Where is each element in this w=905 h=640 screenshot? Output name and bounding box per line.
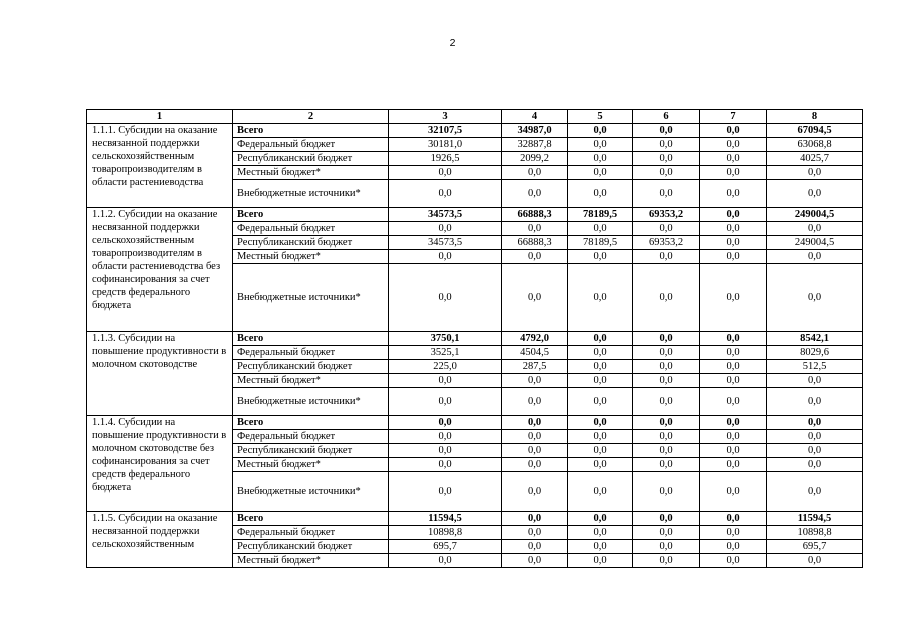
year-value-cell: 287,5 — [502, 360, 568, 374]
year-value-cell: 0,0 — [568, 166, 633, 180]
year-value-cell: 0,0 — [633, 152, 700, 166]
year-value-cell: 0,0 — [700, 472, 767, 512]
year-value-cell: 0,0 — [389, 166, 502, 180]
measure-description: 1.1.2. Субсидии на оказание несвязанной поддержки сельскохозяйственным товаропроизводителям в области растениеводства без софинансирования за счет средств федерального бюджета — [87, 208, 233, 332]
total-value-cell: 63068,8 — [767, 138, 863, 152]
total-value-cell: 8029,6 — [767, 346, 863, 360]
year-value-cell: 0,0 — [568, 332, 633, 346]
funding-source: Внебюджетные источники* — [233, 264, 389, 332]
year-value-cell: 0,0 — [502, 526, 568, 540]
header-row — [87, 110, 863, 124]
year-value-cell: 78189,5 — [568, 236, 633, 250]
measure-description: 1.1.3. Субсидии на повышение продуктивности в молочном скотоводстве — [87, 332, 233, 416]
year-value-cell: 0,0 — [700, 236, 767, 250]
year-value-cell: 0,0 — [568, 458, 633, 472]
year-value-cell: 0,0 — [502, 540, 568, 554]
budget-table — [86, 109, 863, 568]
year-value-cell: 0,0 — [568, 374, 633, 388]
header-cell: 7 — [700, 110, 767, 124]
year-value-cell: 0,0 — [633, 124, 700, 138]
funding-source: Республиканский бюджет — [233, 360, 389, 374]
funding-source: Всего — [233, 124, 389, 138]
year-value-cell: 2099,2 — [502, 152, 568, 166]
year-value-cell: 30181,0 — [389, 138, 502, 152]
year-value-cell: 0,0 — [502, 166, 568, 180]
year-value-cell: 10898,8 — [389, 526, 502, 540]
year-value-cell: 1926,5 — [389, 152, 502, 166]
year-value-cell: 0,0 — [700, 430, 767, 444]
total-value-cell: 11594,5 — [767, 512, 863, 526]
year-value-cell: 0,0 — [700, 416, 767, 430]
measure-description: 1.1.4. Субсидии на повышение продуктивности в молочном скотоводстве без софинансирования за счет средств федерального бюджета — [87, 416, 233, 512]
header-cell: 1 — [87, 110, 233, 124]
total-value-cell: 0,0 — [767, 472, 863, 512]
year-value-cell: 0,0 — [700, 152, 767, 166]
funding-source: Всего — [233, 332, 389, 346]
year-value-cell: 0,0 — [568, 444, 633, 458]
year-value-cell: 0,0 — [633, 222, 700, 236]
year-value-cell: 0,0 — [633, 416, 700, 430]
year-value-cell: 0,0 — [502, 222, 568, 236]
funding-source: Всего — [233, 512, 389, 526]
header-cell: 2 — [233, 110, 389, 124]
year-value-cell: 0,0 — [568, 388, 633, 416]
year-value-cell: 0,0 — [502, 458, 568, 472]
year-value-cell: 0,0 — [568, 180, 633, 208]
funding-source: Внебюджетные источники* — [233, 472, 389, 512]
total-value-cell: 0,0 — [767, 374, 863, 388]
total-value-cell: 10898,8 — [767, 526, 863, 540]
year-value-cell: 695,7 — [389, 540, 502, 554]
table-row — [87, 332, 863, 346]
total-value-cell: 0,0 — [767, 430, 863, 444]
year-value-cell: 0,0 — [700, 360, 767, 374]
year-value-cell: 0,0 — [568, 472, 633, 512]
year-value-cell: 0,0 — [568, 250, 633, 264]
year-value-cell: 34573,5 — [389, 208, 502, 222]
funding-source: Местный бюджет* — [233, 250, 389, 264]
year-value-cell: 0,0 — [633, 138, 700, 152]
year-value-cell: 0,0 — [700, 138, 767, 152]
year-value-cell: 0,0 — [700, 166, 767, 180]
year-value-cell: 0,0 — [389, 222, 502, 236]
year-value-cell: 0,0 — [389, 554, 502, 568]
funding-source: Местный бюджет* — [233, 166, 389, 180]
year-value-cell: 0,0 — [700, 540, 767, 554]
year-value-cell: 0,0 — [568, 540, 633, 554]
year-value-cell: 0,0 — [700, 124, 767, 138]
year-value-cell: 0,0 — [502, 472, 568, 512]
year-value-cell: 0,0 — [633, 332, 700, 346]
year-value-cell: 0,0 — [502, 374, 568, 388]
total-value-cell: 0,0 — [767, 166, 863, 180]
year-value-cell: 3525,1 — [389, 346, 502, 360]
table-body — [87, 110, 863, 568]
year-value-cell: 0,0 — [502, 180, 568, 208]
year-value-cell: 34573,5 — [389, 236, 502, 250]
year-value-cell: 0,0 — [568, 124, 633, 138]
year-value-cell: 0,0 — [568, 554, 633, 568]
table-row — [87, 512, 863, 526]
funding-source: Внебюджетные источники* — [233, 180, 389, 208]
year-value-cell: 0,0 — [633, 472, 700, 512]
year-value-cell: 0,0 — [700, 180, 767, 208]
year-value-cell: 0,0 — [389, 180, 502, 208]
header-cell: 4 — [502, 110, 568, 124]
page-number: 2 — [449, 37, 456, 49]
header-cell: 8 — [767, 110, 863, 124]
measure-description: 1.1.5. Субсидии на оказание несвязанной поддержки сельскохозяйственным — [87, 512, 233, 568]
total-value-cell: 0,0 — [767, 180, 863, 208]
header-cell: 6 — [633, 110, 700, 124]
year-value-cell: 0,0 — [633, 346, 700, 360]
year-value-cell: 0,0 — [389, 416, 502, 430]
total-value-cell: 249004,5 — [767, 208, 863, 222]
year-value-cell: 0,0 — [700, 222, 767, 236]
year-value-cell: 0,0 — [700, 250, 767, 264]
year-value-cell: 0,0 — [502, 388, 568, 416]
year-value-cell: 0,0 — [568, 222, 633, 236]
table-row — [87, 416, 863, 430]
year-value-cell: 0,0 — [568, 430, 633, 444]
total-value-cell: 4025,7 — [767, 152, 863, 166]
year-value-cell: 0,0 — [568, 152, 633, 166]
year-value-cell: 0,0 — [700, 388, 767, 416]
year-value-cell: 0,0 — [502, 416, 568, 430]
year-value-cell: 0,0 — [633, 554, 700, 568]
year-value-cell: 0,0 — [633, 166, 700, 180]
year-value-cell: 0,0 — [389, 444, 502, 458]
year-value-cell: 0,0 — [700, 526, 767, 540]
measure-description: 1.1.1. Субсидии на оказание несвязанной поддержки сельскохозяйственным товаропроизводителям в области растениеводства — [87, 124, 233, 208]
year-value-cell: 0,0 — [389, 250, 502, 264]
total-value-cell: 0,0 — [767, 388, 863, 416]
total-value-cell: 0,0 — [767, 444, 863, 458]
funding-source: Республиканский бюджет — [233, 236, 389, 250]
year-value-cell: 32107,5 — [389, 124, 502, 138]
year-value-cell: 0,0 — [633, 444, 700, 458]
year-value-cell: 0,0 — [502, 264, 568, 332]
year-value-cell: 0,0 — [568, 416, 633, 430]
year-value-cell: 0,0 — [633, 540, 700, 554]
year-value-cell: 225,0 — [389, 360, 502, 374]
total-value-cell: 0,0 — [767, 222, 863, 236]
total-value-cell: 0,0 — [767, 416, 863, 430]
year-value-cell: 0,0 — [700, 444, 767, 458]
year-value-cell: 0,0 — [389, 472, 502, 512]
year-value-cell: 0,0 — [633, 374, 700, 388]
funding-source: Всего — [233, 416, 389, 430]
funding-source: Всего — [233, 208, 389, 222]
total-value-cell: 8542,1 — [767, 332, 863, 346]
table-row — [87, 208, 863, 222]
year-value-cell: 0,0 — [700, 512, 767, 526]
total-value-cell: 67094,5 — [767, 124, 863, 138]
year-value-cell: 34987,0 — [502, 124, 568, 138]
year-value-cell: 0,0 — [389, 430, 502, 444]
year-value-cell: 0,0 — [700, 374, 767, 388]
year-value-cell: 4504,5 — [502, 346, 568, 360]
funding-source: Федеральный бюджет — [233, 526, 389, 540]
funding-source: Федеральный бюджет — [233, 138, 389, 152]
year-value-cell: 0,0 — [700, 264, 767, 332]
year-value-cell: 0,0 — [389, 388, 502, 416]
year-value-cell: 69353,2 — [633, 236, 700, 250]
total-value-cell: 695,7 — [767, 540, 863, 554]
year-value-cell: 3750,1 — [389, 332, 502, 346]
year-value-cell: 0,0 — [502, 444, 568, 458]
year-value-cell: 66888,3 — [502, 236, 568, 250]
funding-source: Федеральный бюджет — [233, 346, 389, 360]
year-value-cell: 0,0 — [700, 208, 767, 222]
funding-source: Местный бюджет* — [233, 374, 389, 388]
year-value-cell: 0,0 — [568, 512, 633, 526]
funding-source: Республиканский бюджет — [233, 444, 389, 458]
year-value-cell: 0,0 — [568, 346, 633, 360]
year-value-cell: 0,0 — [700, 332, 767, 346]
year-value-cell: 0,0 — [502, 554, 568, 568]
year-value-cell: 0,0 — [633, 264, 700, 332]
year-value-cell: 0,0 — [502, 512, 568, 526]
total-value-cell: 0,0 — [767, 250, 863, 264]
year-value-cell: 0,0 — [389, 264, 502, 332]
year-value-cell: 0,0 — [700, 346, 767, 360]
funding-source: Федеральный бюджет — [233, 430, 389, 444]
year-value-cell: 0,0 — [633, 512, 700, 526]
year-value-cell: 0,0 — [568, 360, 633, 374]
year-value-cell: 0,0 — [633, 388, 700, 416]
year-value-cell: 0,0 — [633, 180, 700, 208]
year-value-cell: 32887,8 — [502, 138, 568, 152]
year-value-cell: 0,0 — [633, 360, 700, 374]
total-value-cell: 0,0 — [767, 554, 863, 568]
funding-source: Местный бюджет* — [233, 458, 389, 472]
year-value-cell: 66888,3 — [502, 208, 568, 222]
year-value-cell: 69353,2 — [633, 208, 700, 222]
year-value-cell: 0,0 — [700, 458, 767, 472]
year-value-cell: 0,0 — [502, 250, 568, 264]
year-value-cell: 0,0 — [633, 250, 700, 264]
year-value-cell: 0,0 — [389, 458, 502, 472]
year-value-cell: 0,0 — [633, 458, 700, 472]
year-value-cell: 11594,5 — [389, 512, 502, 526]
funding-source: Местный бюджет* — [233, 554, 389, 568]
funding-source: Республиканский бюджет — [233, 152, 389, 166]
year-value-cell: 0,0 — [389, 374, 502, 388]
funding-source: Федеральный бюджет — [233, 222, 389, 236]
total-value-cell: 0,0 — [767, 264, 863, 332]
year-value-cell: 78189,5 — [568, 208, 633, 222]
table-row — [87, 124, 863, 138]
total-value-cell: 512,5 — [767, 360, 863, 374]
year-value-cell: 0,0 — [568, 138, 633, 152]
total-value-cell: 0,0 — [767, 458, 863, 472]
header-cell: 3 — [389, 110, 502, 124]
year-value-cell: 0,0 — [568, 264, 633, 332]
year-value-cell: 0,0 — [633, 526, 700, 540]
header-cell: 5 — [568, 110, 633, 124]
funding-source: Республиканский бюджет — [233, 540, 389, 554]
funding-source: Внебюджетные источники* — [233, 388, 389, 416]
year-value-cell: 0,0 — [502, 430, 568, 444]
year-value-cell: 0,0 — [568, 526, 633, 540]
total-value-cell: 249004,5 — [767, 236, 863, 250]
year-value-cell: 0,0 — [633, 430, 700, 444]
year-value-cell: 0,0 — [700, 554, 767, 568]
year-value-cell: 4792,0 — [502, 332, 568, 346]
